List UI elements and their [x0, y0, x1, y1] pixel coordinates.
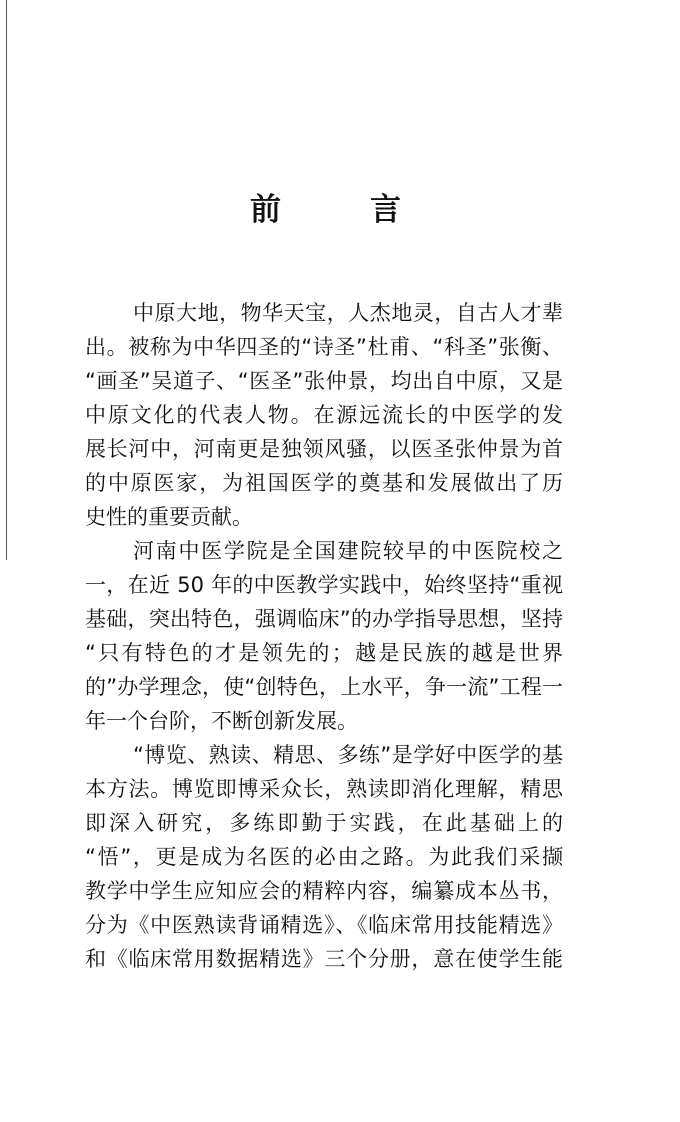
text-line: 史性的重要贡献。 [85, 505, 253, 529]
title-char-2: 言 [370, 192, 401, 228]
text-line: “画圣”吴道子、“医圣”张仲景，均出自中原，又是 [85, 369, 563, 393]
text-line: 和《临床常用数据精选》三个分册，意在使学生能 [85, 947, 563, 971]
text-line: 中原文化的代表人物。在源远流长的中医学的发 [85, 403, 563, 427]
title-char-1: 前 [250, 192, 281, 228]
text-line: 一，在近 50 年的中医教学实践中，始终坚持“重视 [85, 573, 563, 597]
text-line: 展长河中，河南更是独领风骚，以医圣张仲景为首 [85, 437, 563, 461]
text-line: “悟”，更是成为名医的必由之路。为此我们采撷 [85, 845, 563, 869]
text-line: 本方法。博览即博采众长，熟读即消化理解，精思 [85, 777, 563, 801]
text-line: 即深入研究，多练即勤于实践，在此基础上的 [85, 811, 563, 835]
text-line: 的”办学理念，使“创特色，上水平，争一流”工程一 [85, 675, 563, 699]
text-line: 基础，突出特色，强调临床”的办学指导思想，坚持 [85, 607, 563, 631]
text-line: 的中原医家，为祖国医学的奠基和发展做出了历 [85, 471, 563, 495]
text-line: 分为《中医熟读背诵精选》、《临床常用技能精选》 [85, 913, 563, 937]
text-line: 出。被称为中华四圣的“诗圣”杜甫、“科圣”张衡、 [85, 335, 563, 359]
text-line: “只有特色的才是领先的；越是民族的越是世界 [85, 641, 563, 665]
text-line: 河南中医学院是全国建院较早的中医院校之 [133, 539, 563, 563]
text-line: 教学中学生应知应会的精粹内容，编纂成本丛书， [85, 879, 563, 903]
text-line: 中原大地，物华天宝，人杰地灵，自古人才辈 [133, 301, 563, 325]
page-edge-line [6, 0, 7, 560]
text-line: 年一个台阶，不断创新发展。 [85, 709, 358, 733]
text-line: “博览、熟读、精思、多练”是学好中医学的基 [133, 743, 563, 767]
